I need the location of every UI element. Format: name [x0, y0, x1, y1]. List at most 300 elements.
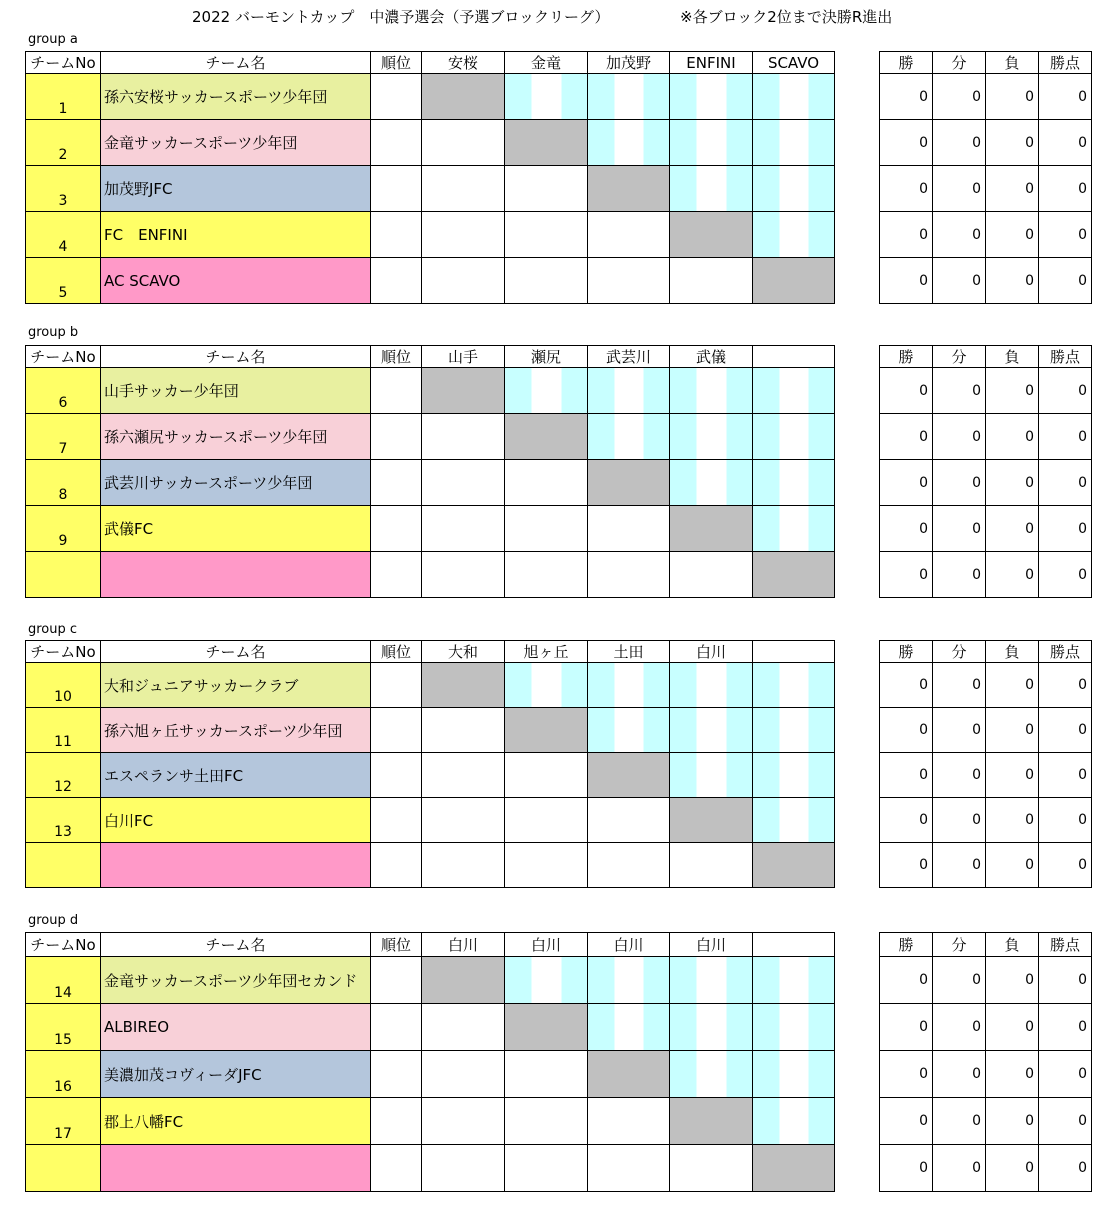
- header-draw: 分: [933, 346, 986, 368]
- header-loss: 負: [986, 52, 1039, 74]
- match-result-cell[interactable]: [753, 957, 835, 1004]
- table-row: [26, 753, 835, 798]
- match-result-cell[interactable]: [753, 506, 835, 552]
- header-opponent: 加茂野: [588, 52, 670, 74]
- points-value: 0: [1039, 1051, 1092, 1098]
- table-row: [880, 663, 1092, 708]
- match-result-cell[interactable]: [588, 663, 670, 708]
- team-name: 山手サッカー少年団: [101, 368, 371, 414]
- match-result-cell[interactable]: [753, 74, 835, 120]
- table-row: [880, 1004, 1092, 1051]
- table-row: [26, 798, 835, 843]
- team-name: [101, 552, 371, 598]
- loss-value: 0: [986, 663, 1039, 708]
- match-result-cell[interactable]: [422, 212, 505, 258]
- header-opponent: 白川: [422, 933, 505, 957]
- points-value: 0: [1039, 166, 1092, 212]
- points-value: 0: [1039, 506, 1092, 552]
- points-value: 0: [1039, 1145, 1092, 1192]
- match-result-cell[interactable]: [505, 166, 588, 212]
- match-result-cell[interactable]: [588, 1145, 670, 1192]
- table-row: [880, 708, 1092, 753]
- match-result-cell[interactable]: [588, 414, 670, 460]
- match-result-cell[interactable]: [505, 753, 588, 798]
- loss-value: 0: [986, 258, 1039, 304]
- match-result-cell[interactable]: [753, 120, 835, 166]
- rank-cell[interactable]: [371, 708, 422, 753]
- points-value: 0: [1039, 708, 1092, 753]
- team-number: [26, 1145, 101, 1192]
- rank-cell[interactable]: [371, 552, 422, 598]
- match-result-cell[interactable]: [588, 258, 670, 304]
- rank-cell[interactable]: [371, 663, 422, 708]
- match-result-cell[interactable]: [505, 552, 588, 598]
- draw-value: 0: [933, 552, 986, 598]
- header-row: [880, 52, 1092, 74]
- group-label: group b: [28, 325, 79, 340]
- header-opponent: 武儀: [670, 346, 753, 368]
- team-name: 武芸川サッカースポーツ少年団: [101, 460, 371, 506]
- match-result-cell[interactable]: [588, 957, 670, 1004]
- match-result-cell[interactable]: [753, 166, 835, 212]
- match-result-cell[interactable]: [422, 1145, 505, 1192]
- match-result-cell[interactable]: [588, 120, 670, 166]
- win-value: 0: [880, 708, 933, 753]
- table-row: [26, 74, 835, 120]
- match-result-cell[interactable]: [670, 166, 753, 212]
- table-row: [26, 552, 835, 598]
- rank-cell[interactable]: [371, 957, 422, 1004]
- rank-cell[interactable]: [371, 1004, 422, 1051]
- match-result-cell[interactable]: [422, 552, 505, 598]
- loss-value: 0: [986, 1051, 1039, 1098]
- loss-value: 0: [986, 1145, 1039, 1192]
- self-match-cell: [422, 368, 505, 414]
- win-value: 0: [880, 414, 933, 460]
- draw-value: 0: [933, 74, 986, 120]
- draw-value: 0: [933, 506, 986, 552]
- header-team-no: チームNo: [26, 933, 101, 957]
- table-row: [880, 414, 1092, 460]
- team-number: 3: [26, 166, 101, 212]
- team-number: [26, 843, 101, 888]
- match-result-cell[interactable]: [505, 460, 588, 506]
- match-result-cell[interactable]: [422, 414, 505, 460]
- self-match-cell: [753, 1145, 835, 1192]
- header-opponent: 武芸川: [588, 346, 670, 368]
- draw-value: 0: [933, 843, 986, 888]
- table-row: [26, 1051, 835, 1098]
- table-row: [26, 708, 835, 753]
- match-result-cell[interactable]: [422, 506, 505, 552]
- match-result-cell[interactable]: [505, 843, 588, 888]
- team-number: 12: [26, 753, 101, 798]
- loss-value: 0: [986, 957, 1039, 1004]
- team-name: 美濃加茂コヴィーダJFC: [101, 1051, 371, 1098]
- points-value: 0: [1039, 460, 1092, 506]
- table-row: [880, 552, 1092, 598]
- header-row: [880, 346, 1092, 368]
- header-team-name: チーム名: [101, 933, 371, 957]
- team-name: 大和ジュニアサッカークラブ: [101, 663, 371, 708]
- match-result-cell[interactable]: [670, 843, 753, 888]
- team-name: 孫六安桜サッカースポーツ少年団: [101, 74, 371, 120]
- win-value: 0: [880, 1004, 933, 1051]
- table-row: [880, 166, 1092, 212]
- match-result-cell[interactable]: [422, 166, 505, 212]
- match-result-cell[interactable]: [670, 552, 753, 598]
- rank-cell[interactable]: [371, 798, 422, 843]
- draw-value: 0: [933, 753, 986, 798]
- standings-table: [879, 640, 1092, 888]
- loss-value: 0: [986, 708, 1039, 753]
- match-result-cell[interactable]: [670, 460, 753, 506]
- group-label: group d: [28, 913, 79, 928]
- self-match-cell: [422, 663, 505, 708]
- match-result-cell[interactable]: [588, 1098, 670, 1145]
- table-row: [880, 460, 1092, 506]
- table-row: [26, 1098, 835, 1145]
- match-result-cell[interactable]: [422, 843, 505, 888]
- table-row: [26, 120, 835, 166]
- match-result-cell[interactable]: [505, 1098, 588, 1145]
- header-points: 勝点: [1039, 641, 1092, 663]
- team-name: 孫六旭ヶ丘サッカースポーツ少年団: [101, 708, 371, 753]
- rank-cell[interactable]: [371, 166, 422, 212]
- win-value: 0: [880, 663, 933, 708]
- match-result-cell[interactable]: [588, 708, 670, 753]
- match-result-cell[interactable]: [753, 1098, 835, 1145]
- header-win: 勝: [880, 641, 933, 663]
- team-name: 白川FC: [101, 798, 371, 843]
- match-result-cell[interactable]: [422, 1051, 505, 1098]
- self-match-cell: [588, 166, 670, 212]
- win-value: 0: [880, 258, 933, 304]
- match-result-cell[interactable]: [588, 552, 670, 598]
- standings-table: [879, 51, 1092, 304]
- table-row: [26, 1004, 835, 1051]
- draw-value: 0: [933, 1004, 986, 1051]
- loss-value: 0: [986, 74, 1039, 120]
- self-match-cell: [753, 552, 835, 598]
- match-result-cell[interactable]: [753, 460, 835, 506]
- points-value: 0: [1039, 74, 1092, 120]
- match-result-cell[interactable]: [670, 753, 753, 798]
- page-title: 2022 バーモントカップ 中濃予選会（予選ブロックリーグ）: [192, 8, 610, 26]
- points-value: 0: [1039, 212, 1092, 258]
- header-draw: 分: [933, 52, 986, 74]
- draw-value: 0: [933, 414, 986, 460]
- header-row: [880, 641, 1092, 663]
- match-result-cell[interactable]: [670, 258, 753, 304]
- draw-value: 0: [933, 258, 986, 304]
- loss-value: 0: [986, 1004, 1039, 1051]
- loss-value: 0: [986, 552, 1039, 598]
- self-match-cell: [505, 120, 588, 166]
- team-number: 15: [26, 1004, 101, 1051]
- points-value: 0: [1039, 957, 1092, 1004]
- header-opponent: 白川: [670, 933, 753, 957]
- standings-table: [879, 345, 1092, 598]
- header-rank: 順位: [371, 933, 422, 957]
- header-win: 勝: [880, 933, 933, 957]
- header-team-name: チーム名: [101, 346, 371, 368]
- points-value: 0: [1039, 663, 1092, 708]
- win-value: 0: [880, 368, 933, 414]
- loss-value: 0: [986, 798, 1039, 843]
- loss-value: 0: [986, 1098, 1039, 1145]
- match-result-cell[interactable]: [422, 120, 505, 166]
- standings-table: [879, 932, 1092, 1192]
- match-result-cell[interactable]: [588, 74, 670, 120]
- match-result-cell[interactable]: [588, 368, 670, 414]
- match-result-cell[interactable]: [753, 708, 835, 753]
- team-name: [101, 1145, 371, 1192]
- team-number: 5: [26, 258, 101, 304]
- rank-cell[interactable]: [371, 120, 422, 166]
- draw-value: 0: [933, 166, 986, 212]
- team-number: 17: [26, 1098, 101, 1145]
- loss-value: 0: [986, 414, 1039, 460]
- table-row: [26, 506, 835, 552]
- match-result-cell[interactable]: [753, 1051, 835, 1098]
- win-value: 0: [880, 212, 933, 258]
- match-result-cell[interactable]: [670, 1051, 753, 1098]
- match-result-cell[interactable]: [505, 212, 588, 258]
- match-result-cell[interactable]: [422, 460, 505, 506]
- header-loss: 負: [986, 641, 1039, 663]
- table-row: [26, 663, 835, 708]
- header-row: [26, 933, 835, 957]
- loss-value: 0: [986, 120, 1039, 166]
- group-label: group c: [28, 622, 78, 637]
- table-row: [26, 460, 835, 506]
- match-result-cell[interactable]: [753, 212, 835, 258]
- table-row: [880, 1098, 1092, 1145]
- header-win: 勝: [880, 52, 933, 74]
- match-result-cell[interactable]: [505, 258, 588, 304]
- win-value: 0: [880, 120, 933, 166]
- rank-cell[interactable]: [371, 753, 422, 798]
- match-result-cell[interactable]: [505, 957, 588, 1004]
- draw-value: 0: [933, 708, 986, 753]
- loss-value: 0: [986, 368, 1039, 414]
- header-opponent: 瀬尻: [505, 346, 588, 368]
- header-opponent: ENFINI: [670, 52, 753, 74]
- draw-value: 0: [933, 798, 986, 843]
- rank-cell[interactable]: [371, 460, 422, 506]
- loss-value: 0: [986, 753, 1039, 798]
- match-result-cell[interactable]: [505, 1051, 588, 1098]
- self-match-cell: [505, 1004, 588, 1051]
- header-team-name: チーム名: [101, 641, 371, 663]
- table-row: [880, 753, 1092, 798]
- header-opponent: 山手: [422, 346, 505, 368]
- draw-value: 0: [933, 1098, 986, 1145]
- team-name: FC ENFINI: [101, 212, 371, 258]
- match-result-cell[interactable]: [505, 798, 588, 843]
- team-number: 9: [26, 506, 101, 552]
- rank-cell[interactable]: [371, 212, 422, 258]
- match-result-cell[interactable]: [670, 1145, 753, 1192]
- team-name: 金竜サッカースポーツ少年団セカンド: [101, 957, 371, 1004]
- match-result-cell[interactable]: [505, 1145, 588, 1192]
- header-team-no: チームNo: [26, 346, 101, 368]
- loss-value: 0: [986, 166, 1039, 212]
- draw-value: 0: [933, 120, 986, 166]
- match-result-cell[interactable]: [588, 843, 670, 888]
- team-name: 武儀FC: [101, 506, 371, 552]
- points-value: 0: [1039, 120, 1092, 166]
- header-opponent: [753, 641, 835, 663]
- self-match-cell: [670, 1098, 753, 1145]
- match-result-cell[interactable]: [753, 414, 835, 460]
- table-row: [880, 120, 1092, 166]
- team-name: ALBIREO: [101, 1004, 371, 1051]
- match-result-cell[interactable]: [670, 414, 753, 460]
- match-result-cell[interactable]: [505, 74, 588, 120]
- rank-cell[interactable]: [371, 1051, 422, 1098]
- self-match-cell: [505, 414, 588, 460]
- table-row: [26, 1145, 835, 1192]
- team-number: 10: [26, 663, 101, 708]
- match-result-cell[interactable]: [753, 368, 835, 414]
- win-value: 0: [880, 460, 933, 506]
- points-value: 0: [1039, 753, 1092, 798]
- table-row: [880, 368, 1092, 414]
- match-result-cell[interactable]: [422, 798, 505, 843]
- table-row: [26, 212, 835, 258]
- self-match-cell: [670, 798, 753, 843]
- match-result-cell[interactable]: [670, 957, 753, 1004]
- team-name: 金竜サッカースポーツ少年団: [101, 120, 371, 166]
- team-name: AC SCAVO: [101, 258, 371, 304]
- match-result-cell[interactable]: [588, 506, 670, 552]
- self-match-cell: [753, 843, 835, 888]
- table-row: [880, 1051, 1092, 1098]
- draw-value: 0: [933, 212, 986, 258]
- match-result-cell[interactable]: [505, 506, 588, 552]
- table-row: [880, 798, 1092, 843]
- header-loss: 負: [986, 346, 1039, 368]
- table-row: [880, 74, 1092, 120]
- self-match-cell: [670, 212, 753, 258]
- header-draw: 分: [933, 641, 986, 663]
- points-value: 0: [1039, 414, 1092, 460]
- match-result-cell[interactable]: [670, 708, 753, 753]
- match-result-cell[interactable]: [422, 258, 505, 304]
- team-name: エスペランサ土田FC: [101, 753, 371, 798]
- win-value: 0: [880, 1145, 933, 1192]
- rank-cell[interactable]: [371, 1098, 422, 1145]
- match-result-cell[interactable]: [422, 708, 505, 753]
- match-result-cell[interactable]: [588, 212, 670, 258]
- self-match-cell: [588, 1051, 670, 1098]
- draw-value: 0: [933, 460, 986, 506]
- header-rank: 順位: [371, 346, 422, 368]
- league-table: [25, 932, 835, 1192]
- loss-value: 0: [986, 212, 1039, 258]
- match-result-cell[interactable]: [670, 74, 753, 120]
- header-opponent: 白川: [588, 933, 670, 957]
- group-label: group a: [28, 32, 78, 47]
- table-row: [880, 957, 1092, 1004]
- win-value: 0: [880, 1051, 933, 1098]
- match-result-cell[interactable]: [505, 663, 588, 708]
- header-row: [880, 933, 1092, 957]
- header-opponent: SCAVO: [753, 52, 835, 74]
- match-result-cell[interactable]: [753, 798, 835, 843]
- points-value: 0: [1039, 1098, 1092, 1145]
- match-result-cell[interactable]: [670, 1004, 753, 1051]
- win-value: 0: [880, 798, 933, 843]
- page-header: [0, 4, 1104, 28]
- self-match-cell: [588, 460, 670, 506]
- header-points: 勝点: [1039, 346, 1092, 368]
- points-value: 0: [1039, 843, 1092, 888]
- table-row: [880, 1145, 1092, 1192]
- header-opponent: 大和: [422, 641, 505, 663]
- team-number: 13: [26, 798, 101, 843]
- header-win: 勝: [880, 346, 933, 368]
- table-row: [880, 506, 1092, 552]
- match-result-cell[interactable]: [670, 120, 753, 166]
- header-row: [26, 52, 835, 74]
- header-points: 勝点: [1039, 933, 1092, 957]
- loss-value: 0: [986, 506, 1039, 552]
- match-result-cell[interactable]: [422, 1098, 505, 1145]
- header-draw: 分: [933, 933, 986, 957]
- rank-cell[interactable]: [371, 414, 422, 460]
- rank-cell[interactable]: [371, 843, 422, 888]
- header-row: [26, 346, 835, 368]
- team-number: 6: [26, 368, 101, 414]
- header-opponent: 白川: [670, 641, 753, 663]
- match-result-cell[interactable]: [505, 368, 588, 414]
- points-value: 0: [1039, 552, 1092, 598]
- points-value: 0: [1039, 258, 1092, 304]
- rank-cell[interactable]: [371, 258, 422, 304]
- advancement-note: ※各ブロック2位まで決勝R進出: [680, 8, 893, 26]
- match-result-cell[interactable]: [422, 1004, 505, 1051]
- table-row: [26, 166, 835, 212]
- header-opponent: [753, 346, 835, 368]
- rank-cell[interactable]: [371, 1145, 422, 1192]
- draw-value: 0: [933, 1051, 986, 1098]
- match-result-cell[interactable]: [422, 753, 505, 798]
- match-result-cell[interactable]: [670, 663, 753, 708]
- team-number: 11: [26, 708, 101, 753]
- table-row: [26, 368, 835, 414]
- match-result-cell[interactable]: [753, 663, 835, 708]
- table-row: [26, 414, 835, 460]
- match-result-cell[interactable]: [670, 368, 753, 414]
- match-result-cell[interactable]: [753, 753, 835, 798]
- league-table: [25, 640, 835, 888]
- self-match-cell: [588, 753, 670, 798]
- team-name: 郡上八幡FC: [101, 1098, 371, 1145]
- team-name: 加茂野JFC: [101, 166, 371, 212]
- match-result-cell[interactable]: [753, 1004, 835, 1051]
- rank-cell[interactable]: [371, 368, 422, 414]
- rank-cell[interactable]: [371, 506, 422, 552]
- header-team-no: チームNo: [26, 641, 101, 663]
- self-match-cell: [505, 708, 588, 753]
- match-result-cell[interactable]: [588, 798, 670, 843]
- match-result-cell[interactable]: [588, 1004, 670, 1051]
- points-value: 0: [1039, 798, 1092, 843]
- rank-cell[interactable]: [371, 74, 422, 120]
